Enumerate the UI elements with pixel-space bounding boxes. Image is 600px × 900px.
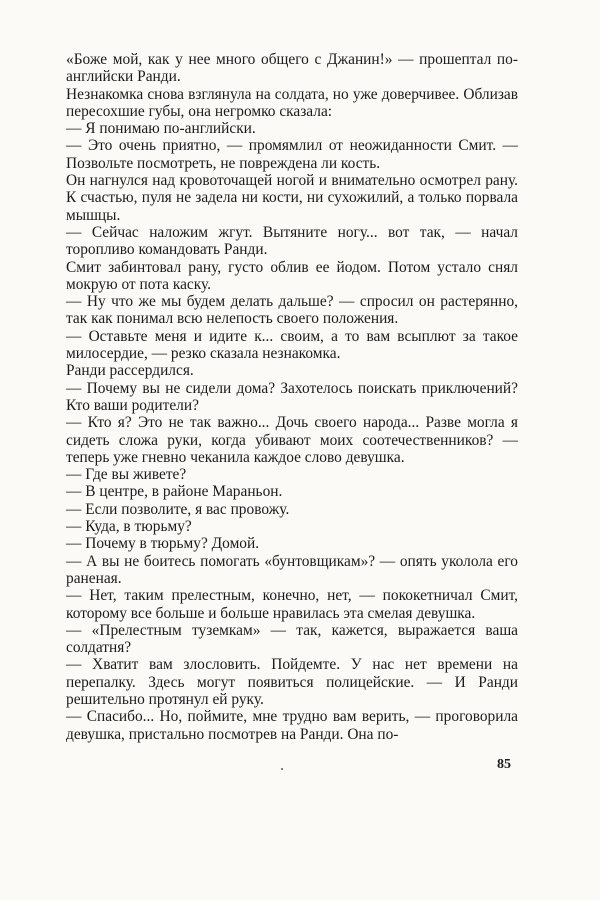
paragraph-22: — Спасибо... Но, поймите, мне трудно вам верить, — проговорила девушка, пристально посмотрев на Ранди. Она по- [66,708,518,743]
paragraph-20: — «Прелестным туземкам» — так, кажется, выражается ваша солдатня? [66,621,518,657]
paragraph-2: Незнакомка снова взглянула на солдата, но уже доверчивее. Облизав пересохшие губы, она негромко сказала: [66,85,518,120]
body-text [66,51,518,743]
paragraph-16: — Куда, в тюрьму? [66,518,192,536]
paragraph-7: Смит забинтовал рану, густо облив ее йодом. Потом устало снял мокрую от пота каску. [66,258,518,293]
paragraph-17: — Почему в тюрьму? Домой. [66,535,260,553]
page-number: 85 [497,757,511,772]
paragraph-6: — Сейчас наложим жгут. Вытяните ногу... вот так, — начал торопливо командовать Ранди. [66,223,518,259]
paragraph-15: — Если позволите, я вас провожу. [66,500,290,518]
paragraph-5: Он нагнулся над кровоточащей ногой и внимательно осмотрел рану. К счастью, пуля не задела ни кости, ни сухожилий, а только порвала мышцы. [66,172,518,224]
paragraph-18: — А вы не боитесь помогать «бунтовщикам»? — опять уколола его раненая. [66,552,518,587]
paragraph-3: — Я понимаю по-английски. [66,120,256,138]
paragraph-12: — Кто я? Это не так важно... Дочь своего народа... Разве могла я сидеть сложа руки, когда убивают моих соотечественников? — теперь уже гневно чеканила каждое слово девушка. [66,414,518,466]
paragraph-14: — В центре, в районе Мараньон. [66,483,283,501]
paragraph-1: «Боже мой, как у нее много общего с Джанин!» — прошептал по-английски Ранди. [66,51,518,86]
paragraph-9: — Оставьте меня и идите к... своим, а то вам всыплют за такое милосердие, — резко сказала незнакомка. [66,327,518,363]
paragraph-11: — Почему вы не сидели дома? Захотелось поискать приключений? Кто ваши родители? [66,379,518,414]
paragraph-13: — Где вы живете? [66,466,187,484]
paragraph-8: — Ну что же мы будем делать дальше? — спросил он растерянно, так как понимал всю нелепость своего положения. [66,293,518,328]
print-speck [281,768,283,770]
paragraph-4: — Это очень приятно, — промямлил от неожиданности Смит. — Позвольте посмотреть, не повреждена ли кость. [66,137,518,172]
paragraph-21: — Хватит вам злословить. Пойдемте. У нас нет времени на перепалку. Здесь могут появиться полицейские. — И Ранди решительно протянул ей руку. [66,656,518,708]
paragraph-19: — Нет, таким прелестным, конечно, нет, — пококетничал Смит, которому все больше и больше нравилась эта смелая девушка. [66,587,518,622]
paragraph-10: Ранди рассердился. [66,362,194,380]
